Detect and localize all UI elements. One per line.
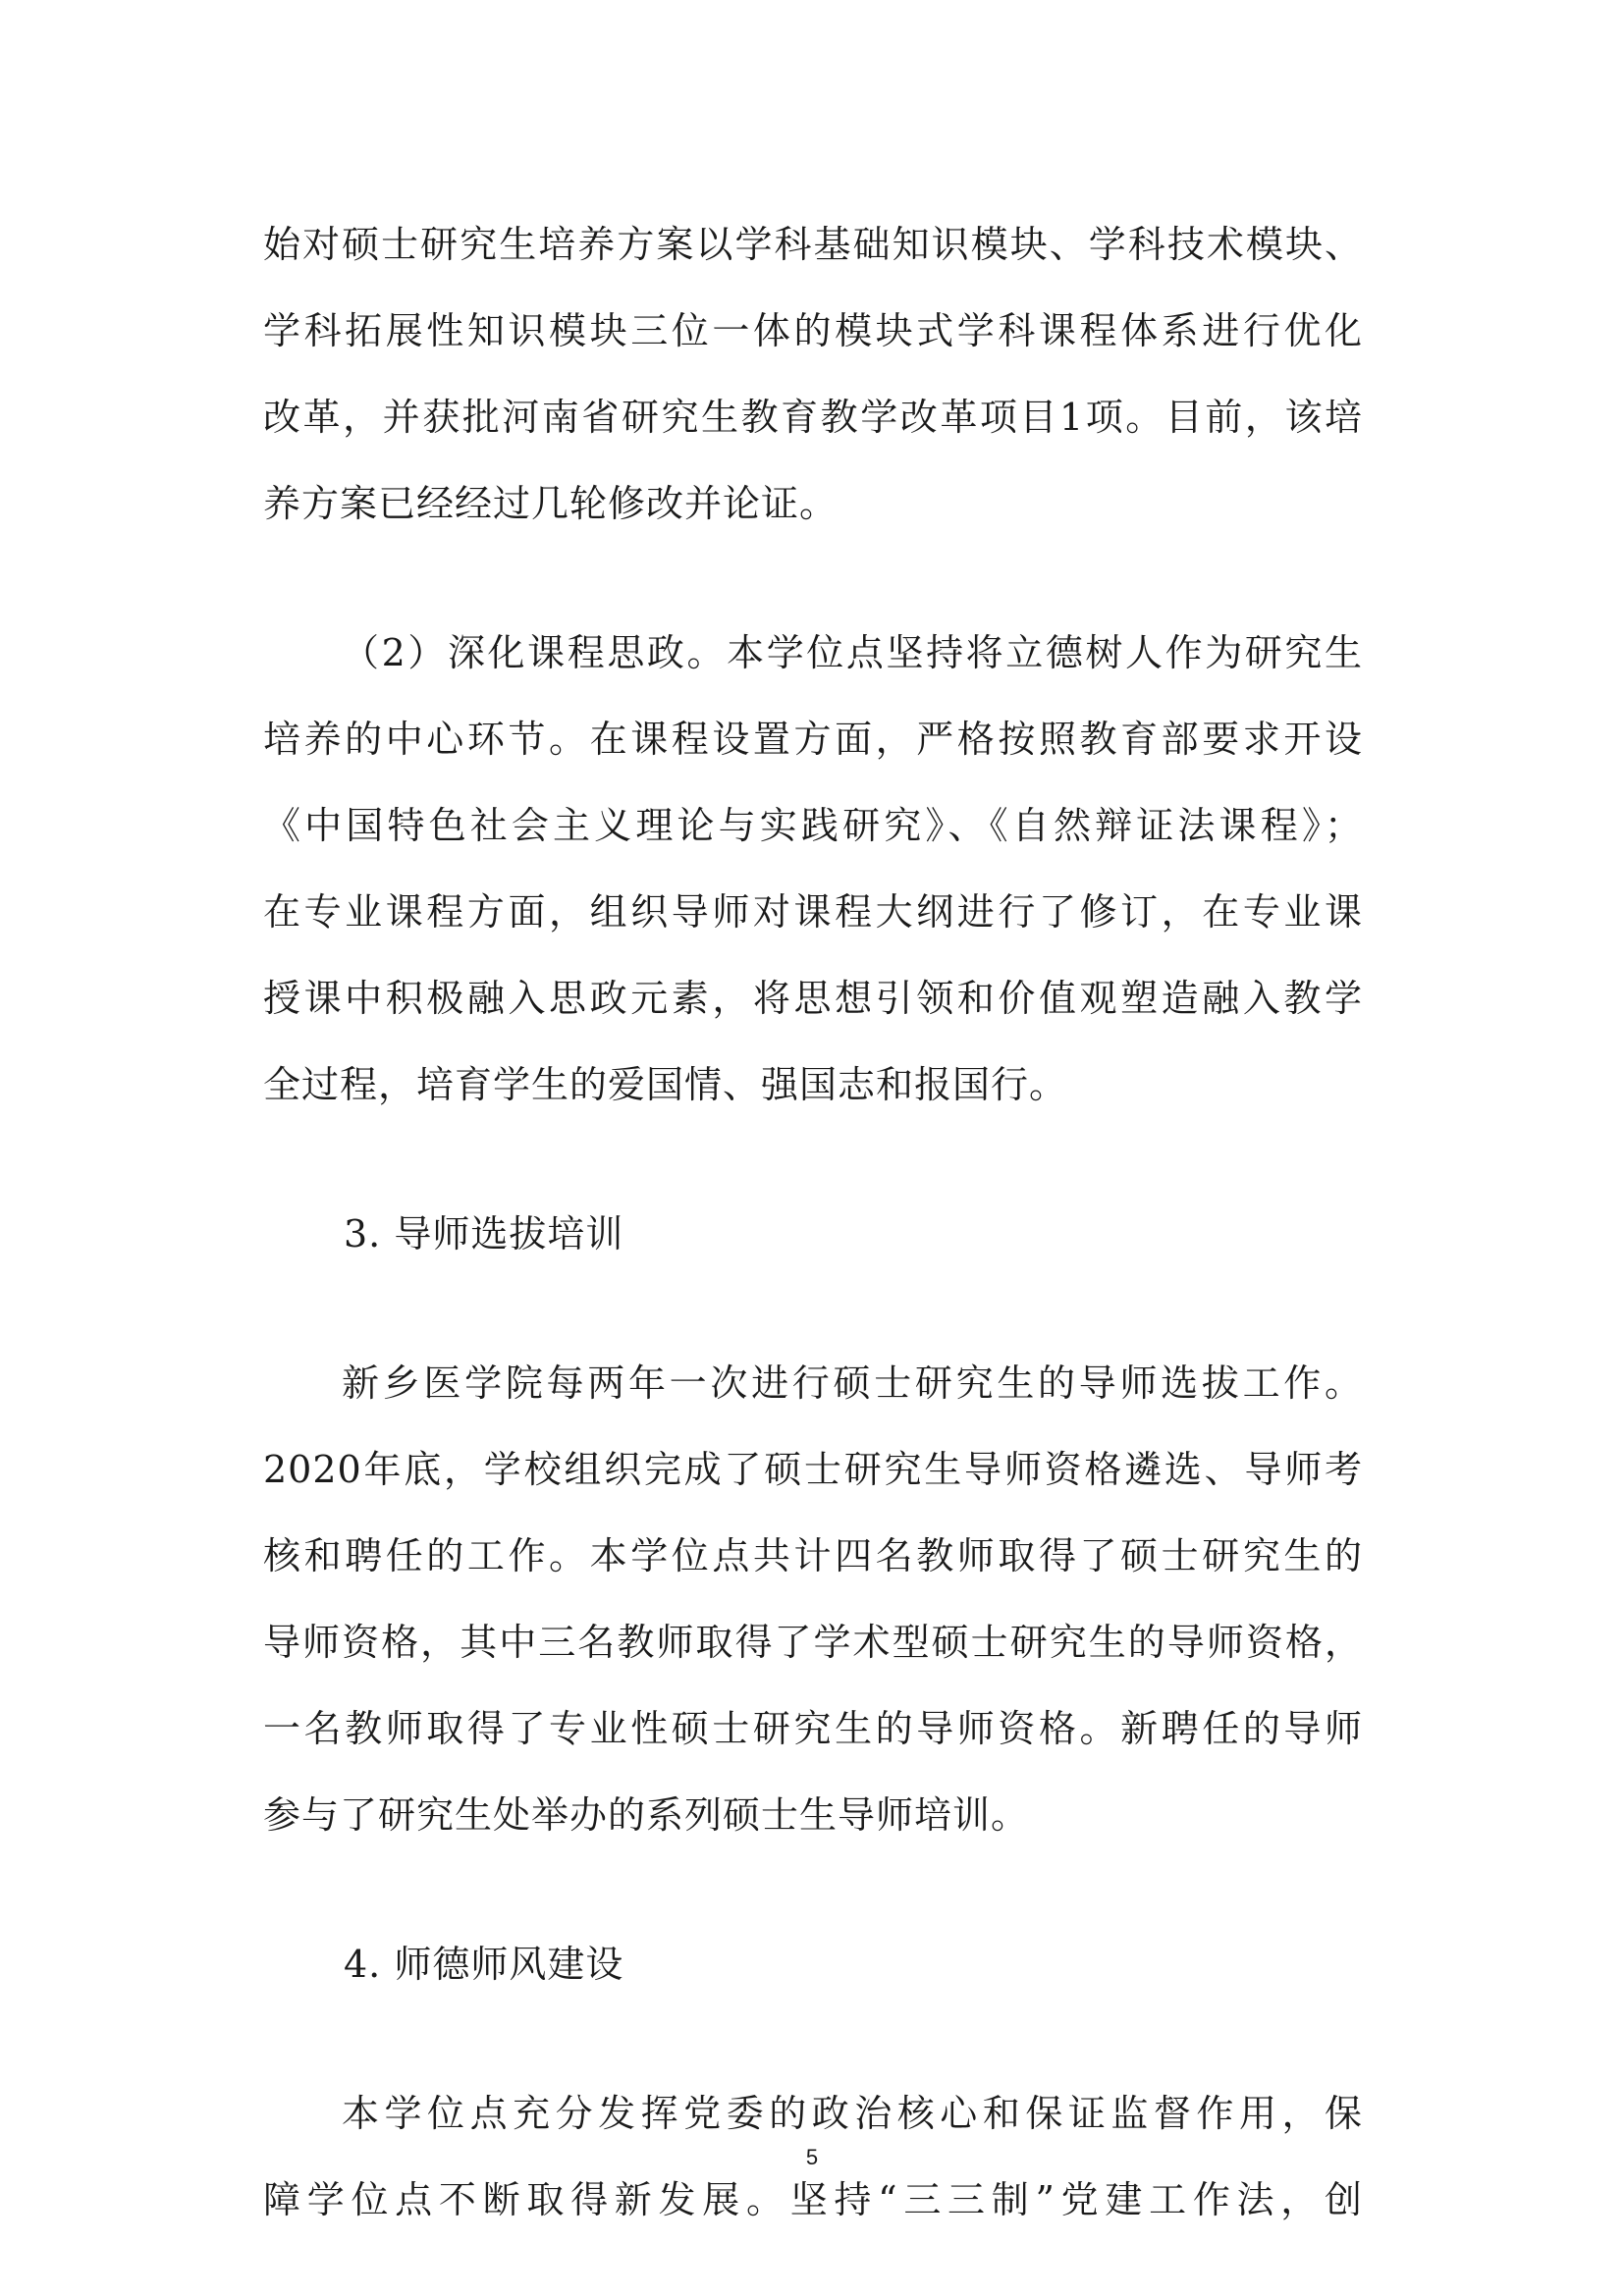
- page-number: 5: [805, 2145, 819, 2169]
- text-line: 《中国特色社会主义理论与实践研究》、《自然辩证法课程》；: [263, 804, 1363, 847]
- section-heading-teacher-ethics: 4. 师德师风建设: [344, 1943, 624, 1986]
- text-line: 养方案已经经过几轮修改并论证。: [263, 482, 839, 525]
- text-line: 新乡医学院每两年一次进行硕士研究生的导师选拔工作。: [342, 1362, 1363, 1405]
- text-line: 始对硕士研究生培养方案以学科基础知识模块、学科技术模块、: [263, 223, 1363, 266]
- text-line: 改革，并获批河南省研究生教育教学改革项目1项。目前，该培: [263, 396, 1363, 439]
- text-line: 参与了研究生处举办的系列硕士生导师培训。: [263, 1793, 1030, 1837]
- text-line: 本学位点充分发挥党委的政治核心和保证监督作用，保: [342, 2092, 1363, 2135]
- text-line: 学科拓展性知识模块三位一体的模块式学科课程体系进行优化: [263, 309, 1363, 352]
- text-line: 一名教师取得了专业性硕士研究生的导师资格。新聘任的导师: [263, 1707, 1363, 1750]
- text-line: 在专业课程方面，组织导师对课程大纲进行了修订，在专业课: [263, 890, 1363, 934]
- text-line: 核和聘任的工作。本学位点共计四名教师取得了硕士研究生的: [263, 1534, 1363, 1577]
- text-line: （2）深化课程思政。本学位点坚持将立德树人作为研究生: [342, 631, 1363, 674]
- paragraph-course-reform: [263, 201, 1363, 547]
- text-line: 导师资格，其中三名教师取得了学术型硕士研究生的导师资格，: [263, 1621, 1363, 1664]
- text-line: 全过程，培育学生的爱国情、强国志和报国行。: [263, 1063, 1068, 1106]
- text-line: 授课中积极融入思政元素，将思想引领和价值观塑造融入教学: [263, 977, 1363, 1020]
- text-line: 培养的中心环节。在课程设置方面，严格按照教育部要求开设: [263, 718, 1363, 761]
- paragraph-supervisor-selection: [263, 1340, 1363, 1858]
- text-line: 障学位点不断取得新发展。坚持“三三制”党建工作法，创: [263, 2178, 1363, 2221]
- text-line: 2020年底，学校组织完成了硕士研究生导师资格遴选、导师考: [263, 1448, 1363, 1491]
- document-body: [263, 201, 1363, 2243]
- section-heading-supervisor-selection: 3. 导师选拔培训: [344, 1212, 624, 1255]
- paragraph-ideology-course: [263, 610, 1363, 1128]
